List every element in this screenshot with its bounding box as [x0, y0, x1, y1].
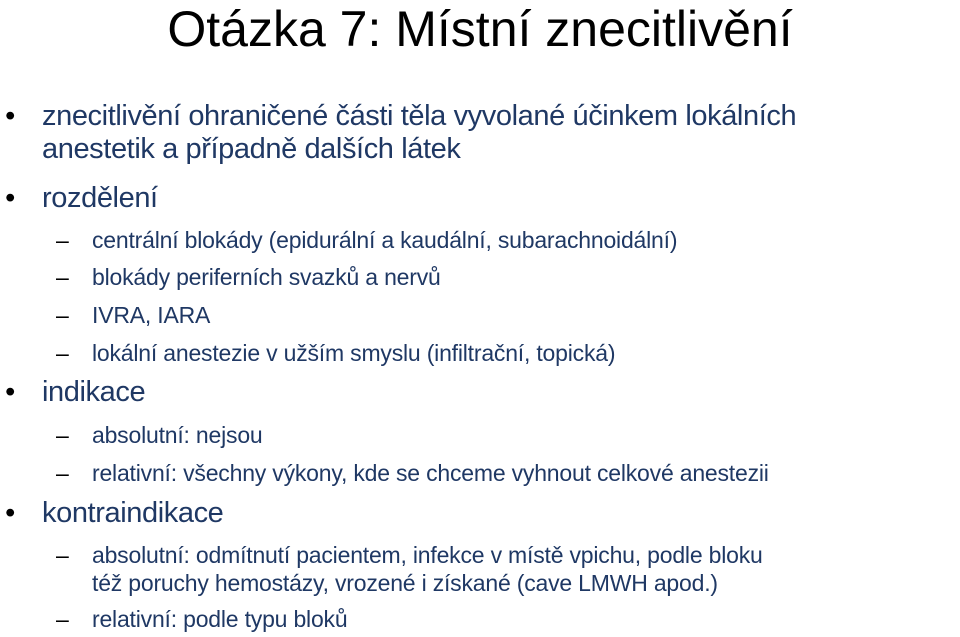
bullet-item-rozdeleni — [5, 182, 952, 215]
bullet-item-kontraindikace — [5, 497, 952, 530]
sub-item-indikace-absolutni — [56, 421, 952, 449]
dash-icon: – — [56, 302, 69, 328]
dash-icon: – — [56, 606, 69, 632]
sub-item-lokalni-anestezie — [56, 339, 952, 367]
dash-icon: – — [56, 422, 69, 448]
bullet-icon: • — [5, 182, 15, 214]
sub-item-text-continuation: též poruchy hemostázy, vrozené i získané (cave LMWH apod.) — [92, 570, 718, 596]
bullet-text: znecitlivění ohraničené části těla vyvolané účinkem lokálních — [42, 100, 797, 132]
dash-icon: – — [56, 340, 69, 366]
bullet-text: indikace — [42, 376, 146, 408]
sub-item-text: relativní: všechny výkony, kde se chceme vyhnout celkové anestezii — [92, 460, 769, 486]
slide-title: Otázka 7: Místní znecitlivění — [167, 1, 793, 57]
bullet-text-continuation: anestetik a případně dalších látek — [42, 133, 461, 165]
dash-icon: – — [56, 227, 69, 253]
sub-item-kontraindikace-relativni — [56, 605, 952, 633]
bullet-icon: • — [5, 497, 15, 529]
bullet-text: kontraindikace — [42, 497, 224, 529]
bullet-icon: • — [5, 100, 15, 132]
sub-item-text: absolutní: odmítnutí pacientem, infekce v místě vpichu, podle bloku — [92, 542, 763, 568]
bullet-item-indikace — [5, 376, 952, 409]
sub-item-text: lokální anestezie v užším smyslu (infiltrační, topická) — [92, 340, 616, 366]
bullet-icon: • — [5, 376, 15, 408]
sub-item-text: absolutní: nejsou — [92, 422, 263, 448]
bullet-item-definition — [5, 100, 952, 166]
sub-item-text: blokády periferních svazků a nervů — [92, 264, 441, 290]
sub-item-kontraindikace-absolutni — [56, 541, 952, 597]
sub-item-centralni-blokady — [56, 226, 952, 254]
dash-icon: – — [56, 460, 69, 486]
sub-item-text: IVRA, IARA — [92, 302, 211, 328]
dash-icon: – — [56, 542, 69, 568]
dash-icon: – — [56, 264, 69, 290]
sub-item-text: relativní: podle typu bloků — [92, 606, 348, 632]
sub-item-indikace-relativni — [56, 459, 952, 487]
sub-item-ivra-iara — [56, 301, 952, 329]
bullet-text: rozdělení — [42, 182, 158, 214]
sub-item-text: centrální blokády (epidurální a kaudální, subarachnoidální) — [92, 227, 678, 253]
sub-item-periferni-blokady — [56, 263, 952, 291]
